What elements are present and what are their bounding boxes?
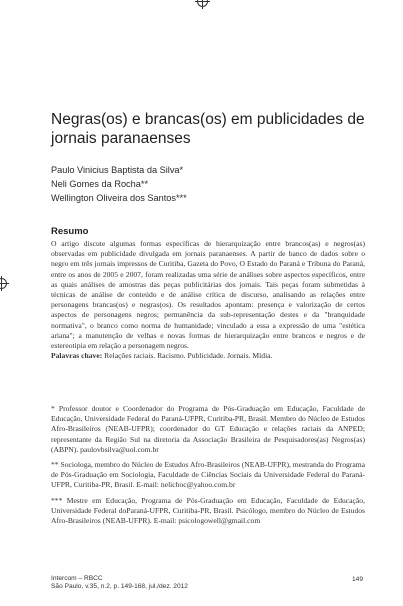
- author-name: Wellington Oliveira dos Santos***: [51, 193, 187, 203]
- keywords-label: Palavras chave:: [51, 351, 103, 361]
- abstract-heading: Resumo: [51, 226, 89, 237]
- journal-citation: São Paulo, v.35, n.2, p. 149-168, jul./dez. 2012: [51, 583, 188, 590]
- crop-mark-top: [197, 0, 208, 7]
- page-number: 149: [352, 576, 364, 583]
- page-footer: [51, 575, 188, 591]
- keywords-line: [51, 351, 365, 361]
- author-list: [51, 163, 187, 205]
- abstract-body: [51, 239, 365, 361]
- keywords-text: Relações raciais. Racismo. Publicidade. Jornais. Mídia.: [104, 351, 273, 361]
- footnote: ** Sociologa, membro do Núcleo de Estudos Afro-Brasileiros (NEAB-UFPR), mestranda do Programa de Pós-Graduação em Sociologia, Faculdade de Ciências Sociais da Universidade Federal do Paraná-UFPR, Curitiba-PR, Brasil. E-mail: nelichoc@yahoo.com.br: [51, 460, 365, 490]
- abstract-text: O artigo discute algumas formas específicas de hierarquização entre brancos(as) e negros(as) observadas em publicidade divulgada em jornais paranaenses. A partir de banco de dados sobre o negro em três jornais impressos de Curitiba, Gazeta do Povo, O Estado do Paraná e Tribuna do Paraná, entre os anos de 2005 e 2007, foram realizadas uma série de análises sobre aspectos específicos, entre as quais análises de amostras das peças publicitárias dos jornais. Tais peças foram submetidas à técnicas de análise de conteúdo e de análise crítica de discurso, analisando as relações entre personagens brancas(os) e negras(os). Os resultados apontam: presença e valorização de certos aspectos de personagens negros; permanência da sub-representação destes e da "branquidade normativa", o branco como norma de humanidade; vinculado a essa a expressão de uma "estética ariana"; a manutenção de velhas e novas formas de hierarquização entre brancos e negros e de estereotipia em relação a personagem negros.: [51, 239, 365, 351]
- footnote: * Professor doutor e Coordenador do Programa de Pós-Graduação em Educação, Faculdade de Educação, Universidade Federal do Paraná-UFPR, Curitiba-PR, Brasil. Membro do Núcleo de Estudos Afro-Brasileiros (NEAB-UFPR); coordenador do GT Educação e relações raciais da ANPED; representante da Região Sul na diretoria da Associação Brasileira de Pesquisadores(as) Negros(as) (ABPN). paulovbsilva@uol.com.br: [51, 404, 365, 454]
- journal-name: Intercom – RBCC: [51, 575, 103, 582]
- footnote: *** Mestre em Educação, Programa de Pós-Graduação em Educação, Faculdade de Educação, Universidade Federal doParaná-UFPR, Curitiba-PR, Brasil. Psicólogo, membro do Núcleo de Estudos Afro-Brasileiros (NEAB-UFPR). E-mail: psicologowell@gmail.com: [51, 495, 365, 526]
- article-title: Negras(os) e brancas(os) em publicidades de jornais paranaenses: [51, 111, 365, 147]
- footnotes: [51, 404, 365, 531]
- author-name: Neli Gomes da Rocha**: [51, 179, 149, 189]
- author-name: Paulo Vinicius Baptista da Silva*: [51, 165, 184, 175]
- crop-mark-left: [0, 278, 7, 289]
